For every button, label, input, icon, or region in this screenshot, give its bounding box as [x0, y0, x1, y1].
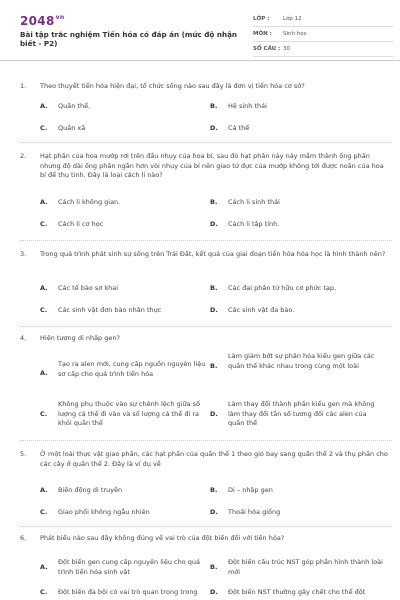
option-label: C.: [40, 220, 48, 228]
divider: [20, 440, 392, 441]
question-6: [20, 534, 392, 544]
divider: [20, 142, 392, 143]
option-label: B.: [210, 563, 218, 571]
option-text: Làm giảm bớt sự phân hóa kiểu gen giữa các quần thể khác nhau trong cùng một loài: [228, 352, 375, 370]
question-number: 4.: [20, 334, 27, 342]
option-label: D.: [210, 588, 218, 596]
meta-row-subject: [253, 27, 393, 42]
option-text: Cách li sinh thái: [228, 198, 280, 206]
option-text: Quần xã: [58, 124, 86, 132]
question-number: 6.: [20, 534, 27, 542]
option-label: A.: [40, 284, 48, 292]
option-label: C.: [40, 588, 48, 596]
question-text: Hiện tượng di nhập gen?: [40, 334, 120, 342]
question-text: Ở một loài thực vật giao phấn, các hạt phấn của quần thể 1 theo gió bay sang quần thể 2 và thụ phấn cho các cây ở quần thể 2. Đây là ví dụ về: [40, 450, 388, 468]
logo-suffix: vn: [55, 14, 65, 21]
option-label: C.: [40, 124, 48, 132]
option-6b[interactable]: [210, 558, 390, 578]
meta-key: MÔN :: [253, 31, 272, 37]
option-4b[interactable]: [210, 352, 390, 382]
option-text: Cách li tập tính.: [228, 220, 280, 228]
header: [0, 0, 400, 61]
option-text: Các đại phân tử hữu cơ phức tạp,: [228, 284, 337, 292]
option-4c[interactable]: [40, 400, 215, 430]
option-text: Cách li cơ học: [58, 220, 104, 228]
question-3: [20, 250, 392, 270]
meta-value: 30: [283, 46, 290, 52]
option-label: B.: [210, 486, 218, 494]
meta-row-class: [253, 12, 393, 27]
question-number: 3.: [20, 250, 27, 258]
option-label: B.: [210, 198, 218, 206]
option-text: Không phụ thuộc vào sự chênh lệch giữa số lượng cá thể đi vào và số lượng cá thể đi ra khỏi quần thể: [58, 400, 200, 427]
question-2: [20, 152, 392, 182]
divider: [20, 526, 392, 527]
option-label: B.: [210, 362, 218, 370]
question-number: 2.: [20, 152, 27, 160]
option-label: D.: [210, 508, 218, 516]
option-label: C.: [40, 410, 48, 418]
option-text: Đột biến NST thường gây chết cho thể đột: [228, 588, 366, 596]
option-label: A.: [40, 563, 48, 571]
question-4: [20, 334, 392, 344]
question-text: Theo thuyết tiến hóa hiện đại, tổ chức sống nào sau đây là đơn vị tiến hóa cơ sở?: [40, 82, 305, 90]
option-text: Các tế bào sơ khai: [58, 284, 119, 292]
page-title: Bài tập trắc nghiệm Tiến hóa có đáp án (mức độ nhận biết - P2): [20, 30, 238, 48]
option-text: Hệ sinh thái: [228, 102, 267, 110]
question-text: Hạt phấn của hoa mướp rơi trên đầu nhụy của hoa bí, sau đó hạt phấn này nảy mầm thành ống phấn nhưng độ dài ống phấn ngắn hơn vòi nhụy của bí nên giao tử đực của mướp không tới được noãn của hoa bí để thụ tinh. Đây là loại cách li nào?: [40, 152, 384, 179]
option-label: C.: [40, 508, 48, 516]
option-label: C.: [40, 306, 48, 314]
option-text: Các sinh vật đơn bào nhân thực: [58, 306, 162, 314]
divider: [20, 326, 392, 327]
option-6c[interactable]: [40, 588, 215, 600]
option-4d[interactable]: [210, 400, 390, 430]
option-label: D.: [210, 306, 218, 314]
option-4a[interactable]: [40, 360, 218, 388]
option-text: Các sinh vật đa bào.: [228, 306, 295, 314]
option-text: Tạo ra alen mới, cung cấp nguồn nguyên liệu sơ cấp cho quá trình tiến hóa: [58, 360, 206, 378]
meta-value: Sinh học: [283, 31, 307, 37]
meta-key: LỚP :: [253, 16, 270, 22]
meta-value: Lớp 12: [283, 16, 302, 22]
option-text: Biến động di truyền: [58, 486, 123, 494]
question-5: [20, 450, 392, 470]
question-number: 1.: [20, 82, 27, 90]
option-text: Thoái hóa giống: [228, 508, 281, 516]
option-label: D.: [210, 410, 218, 418]
option-text: Làm thay đổi thành phần kiểu gen mà không làm thay đổi tần số tương đối các alen của quần thể: [228, 400, 375, 427]
question-number: 5.: [20, 450, 27, 458]
option-label: A.: [40, 198, 48, 206]
meta-row-count: [253, 42, 393, 57]
option-text: Quần thể.: [58, 102, 91, 110]
option-text: Giao phối không ngẫu nhiên: [58, 508, 150, 516]
option-label: D.: [210, 124, 218, 132]
meta-table: [253, 12, 393, 57]
meta-key: SỐ CÂU :: [253, 46, 281, 52]
option-text: Di – nhập gen: [228, 486, 273, 494]
site-logo[interactable]: [20, 14, 64, 28]
logo-text: 2048: [20, 14, 55, 28]
option-text: Cách li không gian.: [58, 198, 121, 206]
option-text: Cá thể: [228, 124, 250, 132]
option-text: Đột biến cấu trúc NST góp phần hình thành loài mới: [228, 558, 383, 576]
option-text: Đột biến đa bội có vai trò quan trọng trong: [58, 588, 198, 596]
option-label: A.: [40, 369, 48, 377]
option-text: Đột biến gen cung cấp nguyên liệu cho quá trình tiến hóa sinh vật: [58, 558, 200, 576]
divider: [20, 240, 392, 241]
option-label: A.: [40, 102, 48, 110]
option-label: B.: [210, 102, 218, 110]
question-1: [20, 82, 392, 92]
option-label: D.: [210, 220, 218, 228]
option-6a[interactable]: [40, 558, 218, 578]
option-6d[interactable]: [210, 588, 390, 600]
question-text: Trong quá trình phát sinh sự sống trên Trái Đất, kết quả của giai đoạn tiến hóa hóa học là hình thành nên?: [40, 250, 386, 258]
question-text: Phát biểu nào sau đây không đúng về vai trò của đột biến đối với tiến hóa?: [40, 534, 285, 542]
option-label: B.: [210, 284, 218, 292]
option-label: A.: [40, 486, 48, 494]
